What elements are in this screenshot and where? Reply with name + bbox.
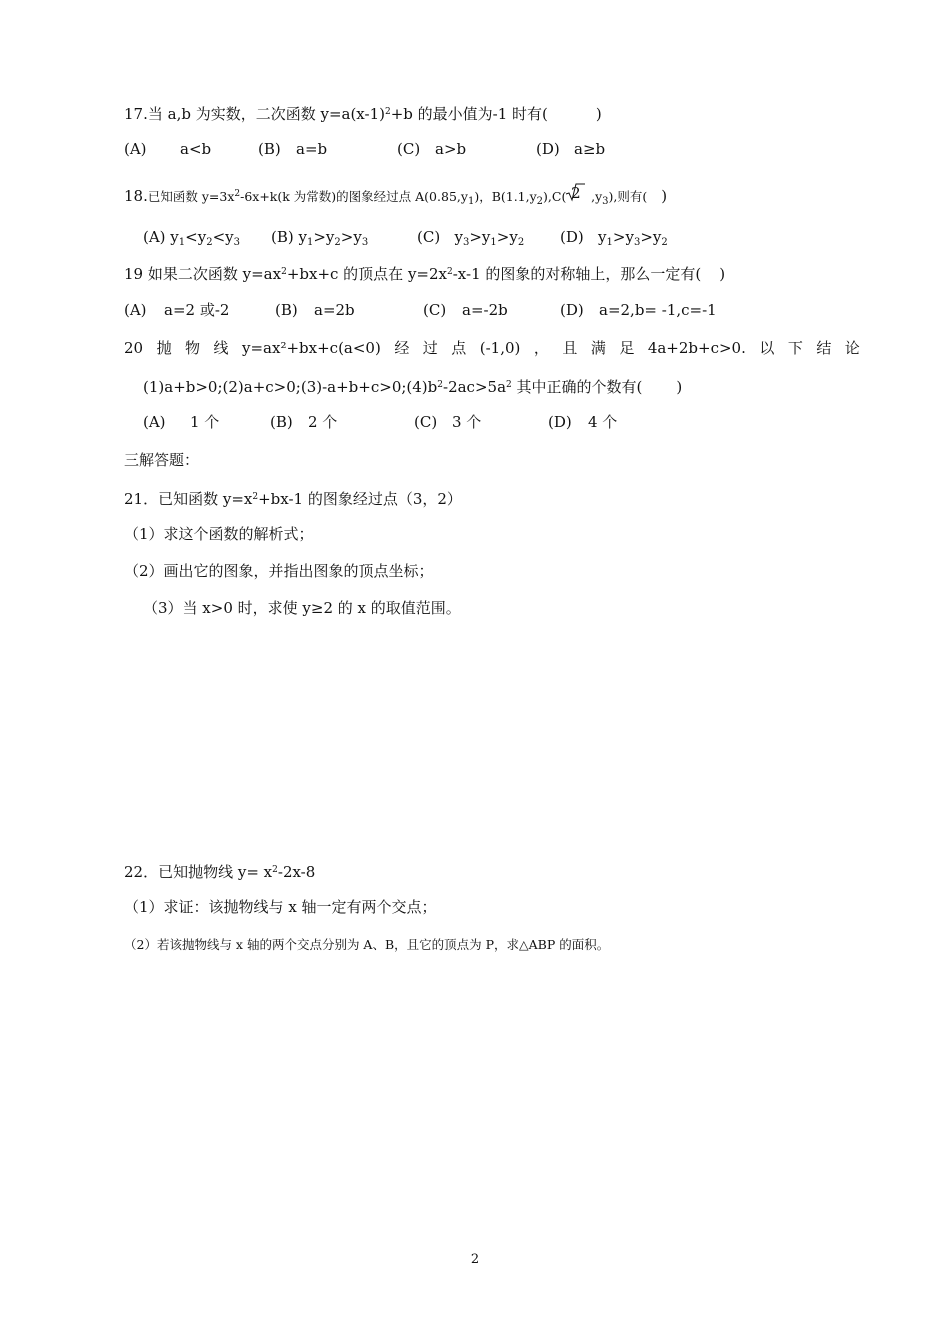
q20-conclusions [143, 375, 682, 397]
q18-opt-b: (B) $y_1>y_2>y_3$ [271, 228, 369, 248]
q18-sup: 2 [234, 189, 241, 199]
q20-word: ， [533, 339, 549, 357]
q20-opt-d-text: 4 个 [588, 413, 618, 431]
q17-stem-text-b: +b 的最小值为-1 时有( [390, 105, 548, 123]
q21-part1: （1）求这个函数的解析式； [124, 525, 314, 543]
q18-stem-text-d: ),C( [543, 189, 567, 204]
q19-sup-2: 2 [447, 267, 453, 277]
q20-word: y=ax²+bx+c(a<0) [242, 339, 381, 357]
q19-opt-c-text: a=-2b [462, 301, 508, 319]
q19-close: ) [719, 265, 726, 283]
q18-stem-text-e: ,y [591, 189, 603, 204]
q22-stem [124, 860, 315, 882]
q20-word: 20 [124, 339, 144, 357]
q22-sup: 2 [272, 865, 278, 875]
q18-stem-text-f: ),则有( [608, 189, 648, 204]
q20-word: 以 [759, 339, 775, 357]
section-heading: 三解答题： [124, 451, 200, 469]
q21-stem [124, 487, 462, 509]
q18-sub1: 1 [467, 196, 475, 207]
q18-sub3: 3 [602, 196, 609, 207]
q18-opt-a: (A) $y_1<y_2<y_3$ [143, 228, 240, 248]
q17-opt-c-text: a>b [435, 140, 467, 158]
q22-stem-text: 22．已知抛物线 y= x [124, 863, 273, 881]
q20-opt-b-text: 2 个 [308, 413, 338, 431]
q19-opt-a-text: a=2 或-2 [164, 301, 230, 319]
q20-opt-a-text: 1 个 [190, 413, 220, 431]
q18-stem [124, 184, 667, 212]
q17-opt-c-label: (C) [397, 140, 421, 158]
q20-word: 满 [590, 339, 606, 357]
q19-sup: 2 [281, 267, 287, 277]
q20-word: 物 [185, 339, 201, 357]
q22-part2: （2）若该抛物线与 x 轴的两个交点分别为 A、B，且它的顶点为 P，求△ABP 的面积。 [124, 937, 610, 952]
q20-stem [124, 338, 860, 358]
q21-part3: （3）当 x>0 时，求使 y≥2 的 x 的取值范围。 [143, 599, 461, 617]
q17-opt-a-label: (A) [124, 140, 147, 158]
q20-word: 线 [213, 339, 229, 357]
q21-sup: 2 [252, 492, 259, 502]
q19-opt-c-label: (C) [423, 301, 447, 319]
q17-stem [124, 102, 602, 124]
q20-word: 经 [394, 339, 410, 357]
q19-opt-d-text: a=2,b= -1,c=-1 [599, 301, 717, 319]
q19-opt-b-label: (B) [275, 301, 298, 319]
q20-opt-c-text: 3 个 [452, 413, 482, 431]
q19-stem [124, 262, 725, 284]
q20-line2-text-c: 其中正确的个数有( [511, 378, 643, 396]
q17-opt-a-text: a<b [180, 140, 212, 158]
q17-close: ) [595, 105, 602, 123]
q17-stem-text: 17.当 a,b 为实数，二次函数 y=a(x-1) [124, 105, 385, 123]
q21-stem-text-b: +bx-1 的图象经过点（3，2） [258, 490, 462, 508]
q20-line2-text: (1)a+b>0;(2)a+c>0;(3)-a+b+c>0;(4)b [143, 378, 438, 396]
q20-close: ) [676, 378, 683, 396]
q21-part2: （2）画出它的图象，并指出图象的顶点坐标； [124, 562, 434, 580]
q19-stem-text-c: -x-1 的图象的对称轴上，那么一定有( [452, 265, 702, 283]
q20-word: 论 [844, 339, 860, 357]
q17-opt-d-text: a≥b [574, 140, 606, 158]
q20-word: 抛 [156, 339, 172, 357]
q18-opt-d: (D) $y_1>y_3>y_2$ [560, 228, 668, 248]
q20-word: 下 [787, 339, 803, 357]
q20-word: 4a+2b+c>0. [647, 339, 746, 357]
q20-opt-c-label: (C) [414, 413, 438, 431]
q20-word: 点 [451, 339, 467, 357]
q17-opt-b-label: (B) [258, 140, 281, 158]
q18-opt-b-label: (B) y [271, 228, 307, 246]
q19-opt-d-label: (D) [560, 301, 584, 319]
q22-stem-text-b: -2x-8 [277, 863, 316, 881]
q20-opt-d-label: (D) [548, 413, 572, 431]
q20-line2-text-b: -2ac>5a [443, 378, 507, 396]
q20-word: 结 [816, 339, 832, 357]
q20-word: (-1,0) [479, 339, 521, 357]
q20-sup2: 2 [506, 380, 512, 390]
q18-opt-c: (C) $y_3>y_1>y_2$ [417, 228, 525, 248]
q18-sub2: 2 [536, 196, 544, 207]
q17-opt-d-label: (D) [536, 140, 560, 158]
q18-opt-a-label: (A) y [143, 228, 179, 246]
q17-opt-b-text: a=b [296, 140, 328, 158]
q22-part1: （1）求证：该抛物线与 x 轴一定有两个交点； [124, 898, 437, 916]
sqrt-symbol [571, 186, 591, 206]
q18-number: 18. [124, 187, 148, 205]
q18-stem-text-b: -6x+k(k 为常数)的图象经过点 A(0.85,y [240, 189, 468, 204]
q18-opt-d-label: (D) [560, 228, 584, 246]
q18-root-value: 2 [571, 184, 581, 202]
q18-stem-text-c: )，B(1.1,y [474, 189, 537, 204]
q20-word: 且 [562, 339, 578, 357]
q19-stem-text: 19 如果二次函数 y=ax [124, 265, 282, 283]
q20-word: 足 [619, 339, 635, 357]
q18-stem-text: 已知函数 y=3x [147, 189, 235, 204]
q21-stem-text: 21．已知函数 y=x [124, 490, 253, 508]
q18-close: ) [661, 187, 668, 205]
q20-word: 过 [422, 339, 438, 357]
q18-opt-c-label: (C) [417, 228, 441, 246]
page-number: 2 [470, 1252, 480, 1267]
q19-opt-b-text: a=2b [314, 301, 355, 319]
radical-sign-icon [565, 182, 585, 202]
q20-opt-b-label: (B) [270, 413, 293, 431]
q20-sup1: 2 [437, 380, 443, 390]
q19-stem-text-b: +bx+c 的顶点在 y=2x [286, 265, 447, 283]
q17-sup: 2 [384, 107, 391, 117]
q20-opt-a-label: (A) [143, 413, 166, 431]
q19-opt-a-label: (A) [124, 301, 147, 319]
